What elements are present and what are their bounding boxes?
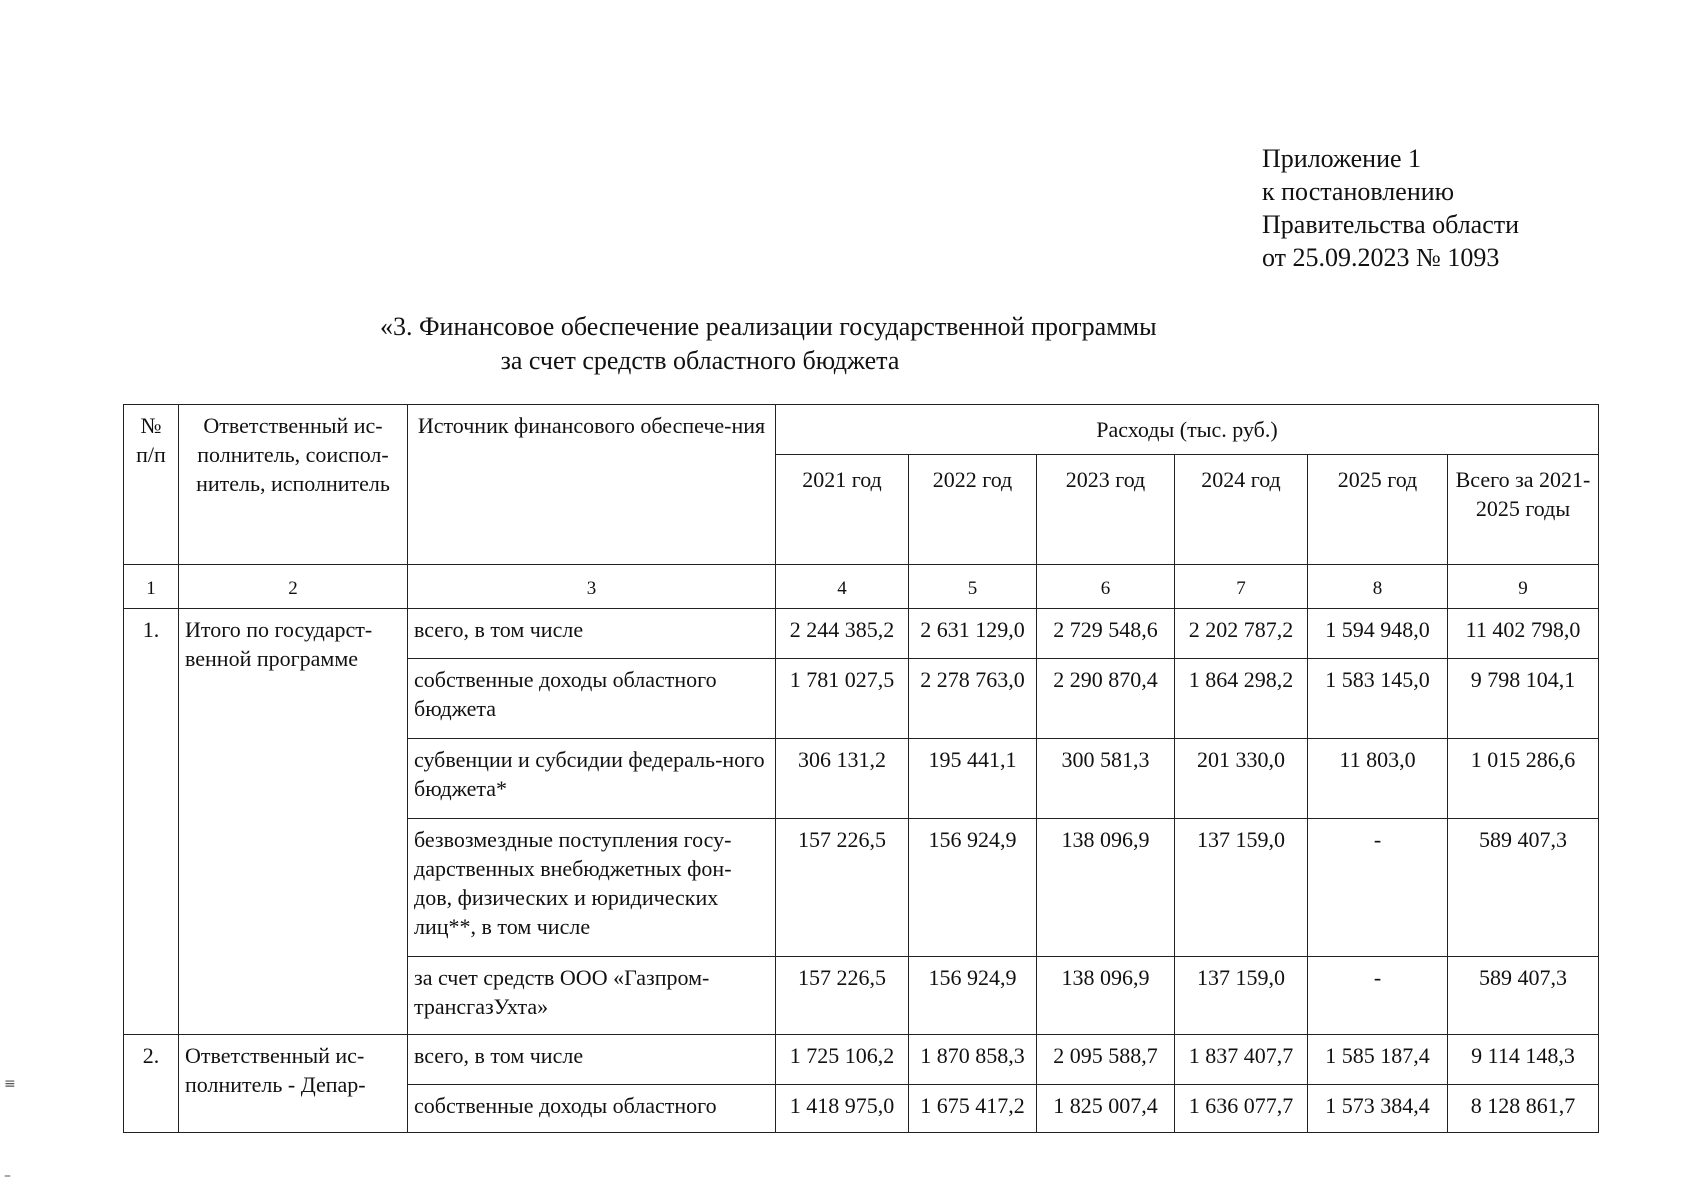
column-number: 4 xyxy=(776,565,909,609)
column-number: 7 xyxy=(1175,565,1308,609)
header-expenses: Расходы (тыс. руб.) xyxy=(776,405,1599,455)
value-2024: 1 864 298,2 xyxy=(1175,659,1308,739)
value-2024: 1 837 407,7 xyxy=(1175,1035,1308,1085)
financing-table xyxy=(123,404,1599,1133)
value-total: 9 114 148,3 xyxy=(1448,1035,1599,1085)
header-2025: 2025 год xyxy=(1308,455,1448,565)
row-num: 2. xyxy=(124,1035,179,1133)
value-total: 9 798 104,1 xyxy=(1448,659,1599,739)
value-2025: - xyxy=(1308,819,1448,957)
margin-mark: ≡ xyxy=(4,1076,16,1092)
header-2023: 2023 год xyxy=(1037,455,1175,565)
value-2025: 1 583 145,0 xyxy=(1308,659,1448,739)
section-title-line-1: «3. Финансовое обеспечение реализации государственной программы xyxy=(380,312,1157,341)
value-2025: 1 594 948,0 xyxy=(1308,609,1448,659)
appendix-line-1: Приложение 1 xyxy=(1262,144,1422,173)
value-2023: 138 096,9 xyxy=(1037,957,1175,1035)
row-source: собственные доходы областного бюджета xyxy=(408,659,776,739)
value-2021: 1 781 027,5 xyxy=(776,659,909,739)
value-2023: 2 729 548,6 xyxy=(1037,609,1175,659)
value-2024: 137 159,0 xyxy=(1175,957,1308,1035)
value-2022: 156 924,9 xyxy=(909,957,1037,1035)
margin-tick: – xyxy=(4,1168,11,1184)
column-number: 3 xyxy=(408,565,776,609)
value-total: 1 015 286,6 xyxy=(1448,739,1599,819)
value-2022: 1 870 858,3 xyxy=(909,1035,1037,1085)
value-total: 8 128 861,7 xyxy=(1448,1085,1599,1133)
value-2023: 1 825 007,4 xyxy=(1037,1085,1175,1133)
row-source: всего, в том числе xyxy=(408,1035,776,1085)
header-executor: Ответственный ис-полнитель, соиспол-нитель, исполнитель xyxy=(179,405,408,565)
value-2022: 2 631 129,0 xyxy=(909,609,1037,659)
column-number: 8 xyxy=(1308,565,1448,609)
value-2025: 11 803,0 xyxy=(1308,739,1448,819)
column-number: 6 xyxy=(1037,565,1175,609)
value-2021: 157 226,5 xyxy=(776,957,909,1035)
row-source: всего, в том числе xyxy=(408,609,776,659)
value-total: 11 402 798,0 xyxy=(1448,609,1599,659)
header-row-1 xyxy=(124,405,1599,455)
value-2022: 2 278 763,0 xyxy=(909,659,1037,739)
value-2025: 1 585 187,4 xyxy=(1308,1035,1448,1085)
header-source: Источник финансового обеспече-ния xyxy=(408,405,776,565)
appendix-line-2: к постановлению xyxy=(1262,177,1455,206)
value-2022: 156 924,9 xyxy=(909,819,1037,957)
row-executor: Ответственный ис-полнитель - Депар- xyxy=(179,1035,408,1133)
value-2024: 2 202 787,2 xyxy=(1175,609,1308,659)
header-2022: 2022 год xyxy=(909,455,1037,565)
value-2023: 2 290 870,4 xyxy=(1037,659,1175,739)
value-2024: 1 636 077,7 xyxy=(1175,1085,1308,1133)
appendix-block xyxy=(1262,142,1519,274)
value-total: 589 407,3 xyxy=(1448,957,1599,1035)
value-2022: 195 441,1 xyxy=(909,739,1037,819)
row-source: за счет средств ООО «Газпром-трансгазУхта» xyxy=(408,957,776,1035)
row-source: субвенции и субсидии федераль-ного бюджета* xyxy=(408,739,776,819)
column-number-row xyxy=(124,565,1599,609)
column-number: 9 xyxy=(1448,565,1599,609)
row-num: 1. xyxy=(124,609,179,1035)
appendix-line-4: от 25.09.2023 № 1093 xyxy=(1262,243,1500,272)
header-2024: 2024 год xyxy=(1175,455,1308,565)
header-total: Всего за 2021-2025 годы xyxy=(1448,455,1599,565)
value-2023: 2 095 588,7 xyxy=(1037,1035,1175,1085)
table-row xyxy=(124,609,1599,659)
section-title-line-2: за счет средств областного бюджета xyxy=(500,346,900,375)
appendix-line-3: Правительства области xyxy=(1262,210,1520,239)
value-2023: 138 096,9 xyxy=(1037,819,1175,957)
row-source: собственные доходы областного xyxy=(408,1085,776,1133)
value-2021: 1 418 975,0 xyxy=(776,1085,909,1133)
table-row xyxy=(124,1035,1599,1085)
value-2024: 137 159,0 xyxy=(1175,819,1308,957)
section-title xyxy=(380,310,1157,378)
value-2021: 1 725 106,2 xyxy=(776,1035,909,1085)
value-total: 589 407,3 xyxy=(1448,819,1599,957)
column-number: 2 xyxy=(179,565,408,609)
header-num: № п/п xyxy=(124,405,179,565)
column-number: 5 xyxy=(909,565,1037,609)
row-source: безвозмездные поступления госу-дарственных внебюджетных фон-дов, физических и юридических лиц**, в том числе xyxy=(408,819,776,957)
value-2023: 300 581,3 xyxy=(1037,739,1175,819)
value-2025: 1 573 384,4 xyxy=(1308,1085,1448,1133)
column-number: 1 xyxy=(124,565,179,609)
value-2021: 2 244 385,2 xyxy=(776,609,909,659)
header-2021: 2021 год xyxy=(776,455,909,565)
value-2021: 157 226,5 xyxy=(776,819,909,957)
value-2021: 306 131,2 xyxy=(776,739,909,819)
value-2022: 1 675 417,2 xyxy=(909,1085,1037,1133)
value-2025: - xyxy=(1308,957,1448,1035)
value-2024: 201 330,0 xyxy=(1175,739,1308,819)
row-executor: Итого по государст-венной программе xyxy=(179,609,408,1035)
